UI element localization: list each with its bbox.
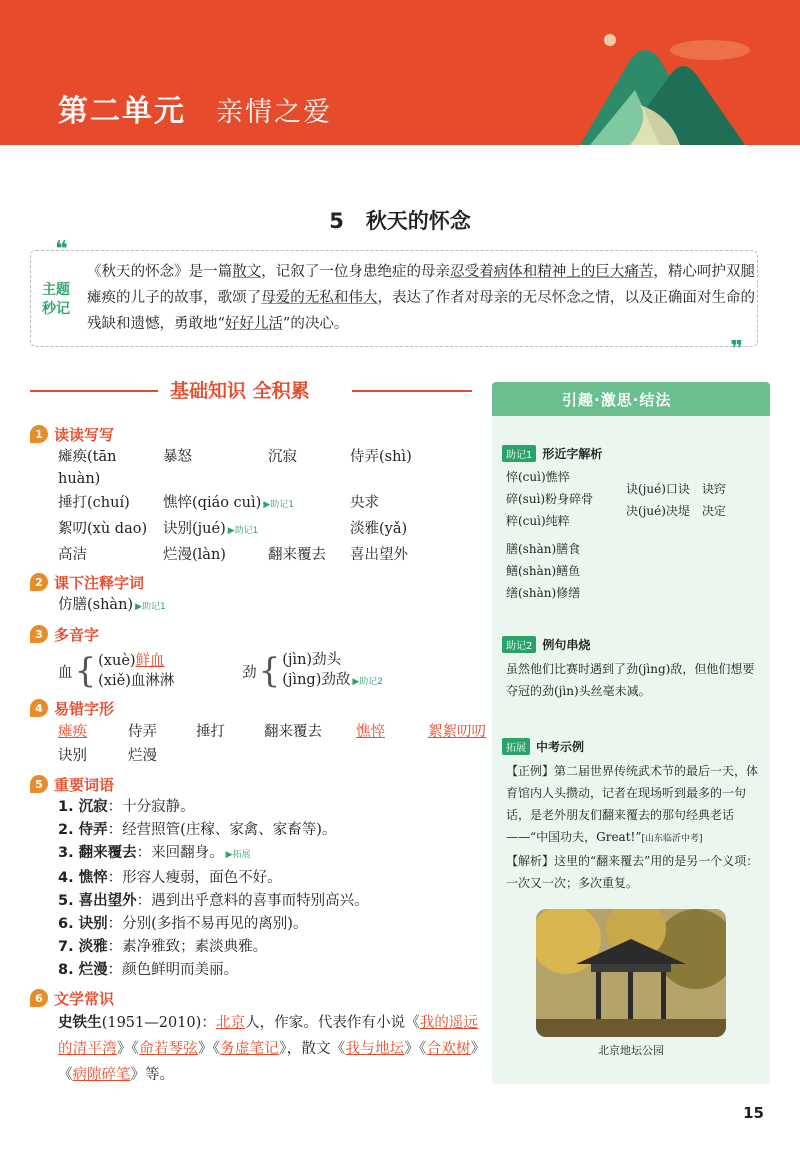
word: 沉寂 xyxy=(268,449,297,465)
char-line: 碎(suì)粉身碎骨 xyxy=(506,492,594,506)
char-line: 鳝(shàn)鳝鱼 xyxy=(506,564,581,578)
underlined-phrase: 忍受着病体和精神上的巨大痛苦 xyxy=(450,264,654,280)
definition: ：十分寂静。 xyxy=(107,799,195,815)
unit-number: 第二单元 xyxy=(58,94,186,129)
example-sentence: 虽然他们比赛时遇到了劲(jìng)敌，但他们想要夺冠的劲(jìn)头丝毫未减。 xyxy=(506,662,755,698)
tip-label: 助记1 xyxy=(502,445,536,462)
work-title: 合欢树 xyxy=(426,1041,471,1057)
definition: ：颜色鲜明而美丽。 xyxy=(107,962,239,978)
word: 暴怒 xyxy=(163,449,192,465)
lesson-number: 5 xyxy=(329,209,344,233)
theme-label: 主题秒记 xyxy=(42,282,70,317)
text: (1951—2010)： xyxy=(101,1015,216,1031)
lesson-title xyxy=(0,205,800,235)
similar-chars xyxy=(506,466,762,604)
text: 》，散文《 xyxy=(279,1041,346,1057)
word: 烂漫 xyxy=(128,748,157,764)
tag: ▶助记1 xyxy=(263,500,294,510)
vocab-item xyxy=(58,936,480,959)
tip-title: 形近字解析 xyxy=(542,447,603,461)
polyphone-row xyxy=(58,650,480,692)
tip-label: 助记2 xyxy=(502,636,536,653)
term: 6. 诀别 xyxy=(58,916,108,932)
tag: ▶助记1 xyxy=(227,526,259,536)
subsection-title: 读读写写 xyxy=(54,425,115,444)
word: 憔悴 xyxy=(356,724,385,740)
number-badge-icon: 3 xyxy=(30,625,48,643)
text-segment: ，记叙了一位身患绝症的母亲 xyxy=(261,264,451,280)
number-badge-icon: 4 xyxy=(30,699,48,717)
definition: ：来回翻身。 xyxy=(136,845,224,861)
vocab-item xyxy=(58,796,480,819)
read-write-grid xyxy=(58,446,480,566)
subsection-title: 易错字形 xyxy=(54,699,115,718)
polyphone-char: 血 xyxy=(58,664,73,681)
text-segment: ，精心呵护双腿瘫痪的儿子的故事，歌颂了 xyxy=(87,264,756,306)
sidebar-title: 引趣·激思·结法 xyxy=(562,391,672,409)
work-title: 我的遥远的清平湾 xyxy=(58,1015,478,1057)
char-line: 缮(shàn)修缮 xyxy=(506,586,581,600)
tip-header xyxy=(502,636,590,653)
brace-icon: { xyxy=(74,651,97,691)
author: 史铁生 xyxy=(58,1014,102,1031)
subsection-confusable xyxy=(30,696,480,720)
tip-title: 例句串烧 xyxy=(542,638,591,652)
number-badge-icon: 6 xyxy=(30,989,48,1007)
vocab-item xyxy=(58,913,480,936)
definition: ：经营照管(庄稼、家禽、家畜等)。 xyxy=(107,822,337,838)
tag: ▶拓展 xyxy=(225,850,251,860)
word xyxy=(163,492,350,516)
sidebar-panel xyxy=(492,382,770,1084)
vocab-item xyxy=(58,959,480,982)
vocab-item xyxy=(58,819,480,842)
number-badge-icon: 2 xyxy=(30,573,48,591)
vocab-item xyxy=(58,890,480,913)
term: 7. 淡雅 xyxy=(58,939,108,955)
reading xyxy=(282,670,383,692)
tag: ▶助记2 xyxy=(352,677,384,687)
quote-close-icon: ❞ xyxy=(730,337,743,362)
char-line: 膳(shàn)膳食 xyxy=(506,542,581,556)
literature-text: 史铁生(1951—2010)：北京人，作家。代表作有小说《我的遥远的清平湾》《命若琴弦》《务虚笔记》，散文《我与地坛》《合欢树》《病隙碎笔》等。 xyxy=(58,1014,479,1083)
polyphone-readings xyxy=(282,650,383,692)
reading-text: (jìng)劲敌 xyxy=(282,672,351,688)
subsection-notes xyxy=(30,570,480,594)
word-text: 憔悴(qiáo cuì) xyxy=(163,495,262,511)
photo-caption: 北京地坛公园 xyxy=(598,1044,664,1057)
word: 央求 xyxy=(350,495,379,511)
theme-summary-box xyxy=(30,237,758,362)
pavilion-image xyxy=(536,909,726,1037)
vocab-list xyxy=(58,796,480,982)
word: 诀别 xyxy=(58,748,87,764)
polyphone-char: 劲 xyxy=(242,664,257,681)
unit-subtitle: 亲情之爱 xyxy=(216,97,332,128)
number-badge-icon: 1 xyxy=(30,425,48,443)
term: 1. 沉寂 xyxy=(58,799,108,815)
word: 捶打 xyxy=(196,724,225,740)
sidebar-header xyxy=(492,382,770,416)
notes-row xyxy=(58,594,480,618)
text-segment: ”的决心。 xyxy=(282,316,349,332)
tip-header xyxy=(502,445,602,462)
word: 瘫痪(tān huàn) xyxy=(58,449,117,487)
example-text: 【正例】第二届世界传统武术节的最后一天，体育馆内人头攒动，记者在现场听到最多的一句话，是老外朋友们翻来覆去的那句经典老话——“中国功夫，Great!” xyxy=(506,764,759,844)
term: 5. 喜出望外 xyxy=(58,893,137,909)
source: [山东临沂中考] xyxy=(641,834,703,844)
term: 8. 烂漫 xyxy=(58,962,108,978)
char-line: 诀(jué)口诀 诀窍 xyxy=(626,482,726,496)
polyphone-readings xyxy=(98,651,218,691)
tag: ▶助记1 xyxy=(135,602,166,612)
unit-title xyxy=(58,86,332,130)
tip-header xyxy=(502,738,584,755)
reading xyxy=(98,651,218,671)
subsection-literature xyxy=(30,986,480,1010)
definition: ：形容人瘦弱，面色不好。 xyxy=(107,870,282,886)
subsection-title: 多音字 xyxy=(54,625,100,644)
underlined-phrase: 散文 xyxy=(232,264,262,280)
word: 翻来覆去 xyxy=(264,724,322,740)
word: 絮叨(xù dao) xyxy=(58,521,148,537)
subsection-title: 文学常识 xyxy=(54,989,115,1008)
underlined-phrase: 好好儿活 xyxy=(224,316,283,332)
work-title: 我与地坛 xyxy=(345,1041,405,1057)
word: 烂漫(làn) xyxy=(163,547,226,563)
underlined-phrase: 母爱的无私和伟大 xyxy=(261,290,378,306)
work-title: 病隙碎笔 xyxy=(72,1067,131,1083)
definition: ：遇到出乎意料的喜事而特别高兴。 xyxy=(136,893,369,909)
term: 2. 侍弄 xyxy=(58,822,108,838)
term: 4. 憔悴 xyxy=(58,870,108,886)
word: 高洁 xyxy=(58,547,87,563)
tip-label: 拓展 xyxy=(502,738,530,755)
word: 侍弄 xyxy=(128,724,157,740)
definition: ：分别(多指不易再见的离别)。 xyxy=(107,916,308,932)
char-line: 悴(cuì)憔悴 xyxy=(506,470,570,484)
char-line: 决(jué)决堤 决定 xyxy=(626,504,726,518)
char-group xyxy=(626,478,726,522)
word-text: 诀别(jué) xyxy=(163,521,226,537)
section-header xyxy=(30,376,470,406)
city: 北京 xyxy=(215,1015,246,1031)
text: 人，作家。代表作有小说《 xyxy=(245,1015,420,1031)
page-number: 15 xyxy=(743,1104,764,1122)
word: 喜出望外 xyxy=(350,547,408,563)
reading: (xiě)血淋淋 xyxy=(98,673,175,689)
park-photo xyxy=(536,909,726,1037)
word: 瘫痪 xyxy=(58,724,87,740)
divider xyxy=(30,390,158,392)
brace-icon: { xyxy=(258,651,281,691)
section-title: 基础知识 全积累 xyxy=(170,380,310,402)
knowledge-column xyxy=(30,418,486,1088)
word: 仿膳(shàn) xyxy=(58,597,134,613)
subsection-vocab xyxy=(30,772,480,796)
word xyxy=(163,518,350,542)
word: 淡雅(yǎ) xyxy=(350,521,408,537)
unit-banner xyxy=(0,0,800,145)
word: 侍弄(shì) xyxy=(350,449,412,465)
theme-text xyxy=(87,259,755,337)
work-title: 命若琴弦 xyxy=(139,1041,199,1057)
definition: ：素净雅致；素淡典雅。 xyxy=(107,939,268,955)
tip-title: 中考示例 xyxy=(536,740,585,754)
subsection-read-write xyxy=(30,422,480,446)
subsection-title: 课下注释字词 xyxy=(54,573,145,592)
analysis: 【解析】这里的“翻来覆去”用的是另一个义项：一次又一次；多次重复。 xyxy=(506,854,759,890)
subsection-polyphone xyxy=(30,622,480,646)
divider xyxy=(352,390,472,392)
mountain-illustration xyxy=(560,20,760,145)
word: 絮絮叨叨 xyxy=(428,724,486,740)
word: 鲜血 xyxy=(135,653,165,669)
text-segment: 《秋天的怀念》是一篇 xyxy=(87,264,233,280)
text: 》等。 xyxy=(130,1067,174,1083)
word: 翻来覆去 xyxy=(268,547,326,563)
exam-example xyxy=(506,760,762,894)
word: 捶打(chuí) xyxy=(58,495,130,511)
text-segment: ，表达了作者对母亲的无尽怀念之情，以及正确面对生命的残缺和遗憾，勇敢地“ xyxy=(87,290,756,332)
reading: (jìn)劲头 xyxy=(282,652,342,668)
subsection-title: 重要词语 xyxy=(54,775,115,794)
vocab-item xyxy=(58,842,480,867)
lesson-name: 秋天的怀念 xyxy=(365,209,471,233)
quote-open-icon: ❝ xyxy=(55,237,68,262)
char-line: 粹(cuì)纯粹 xyxy=(506,514,570,528)
work-title: 务虚笔记 xyxy=(220,1041,280,1057)
term: 3. 翻来覆去 xyxy=(58,845,137,861)
number-badge-icon: 5 xyxy=(30,775,48,793)
vocab-item xyxy=(58,867,480,890)
pinyin: (xuè) xyxy=(98,653,136,669)
confusable-grid xyxy=(58,720,486,768)
